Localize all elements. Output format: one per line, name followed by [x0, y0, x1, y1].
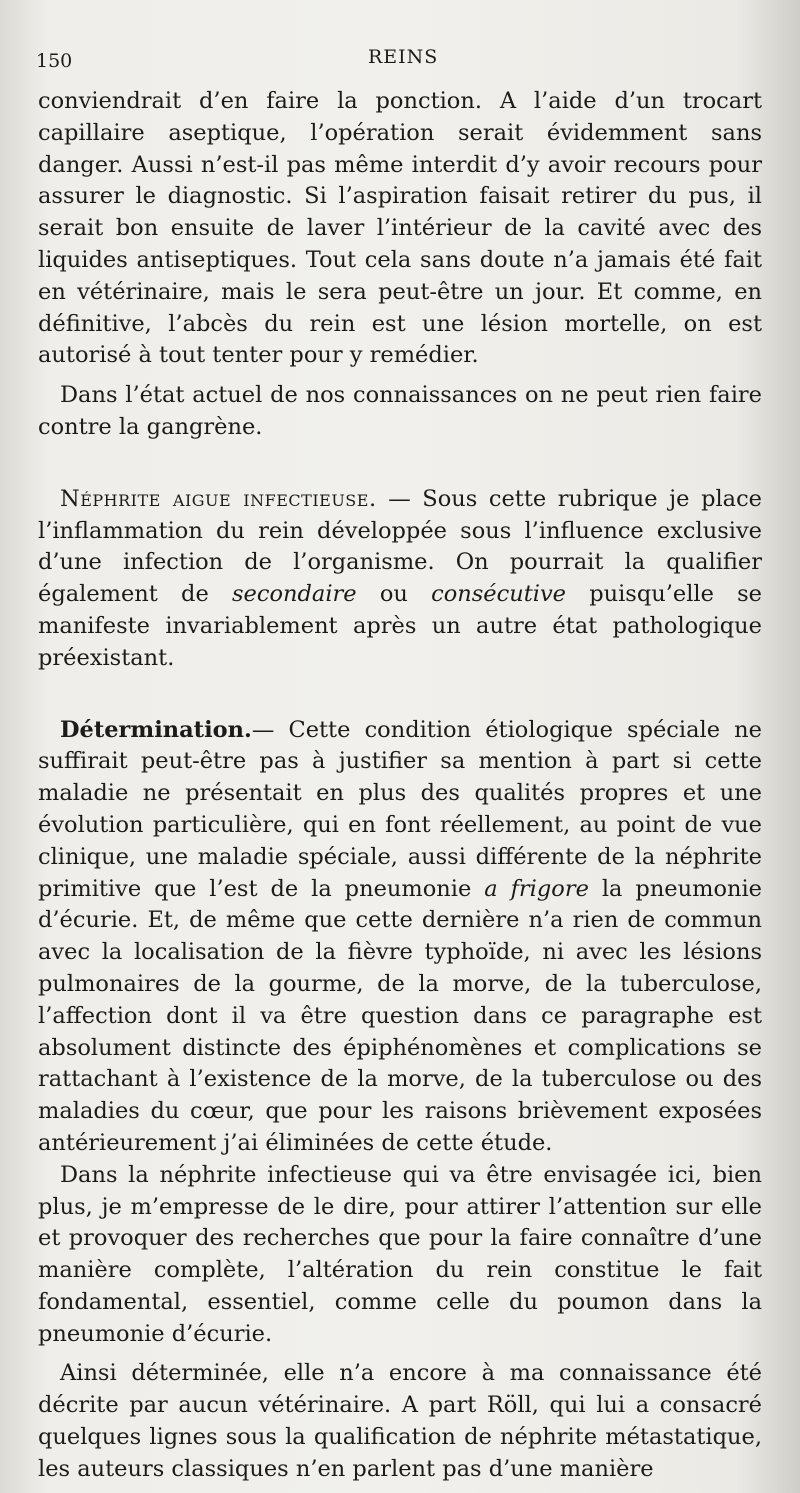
- paragraph-nephrite-envisagee: [38, 1160, 762, 1351]
- section-heading: Néphrite aigue infectieuse.: [60, 485, 377, 512]
- paragraph-text: — Cette condition étiologique spéciale ne suffirait peut-être pas à justifier sa mention à part si cette maladie ne présentait en plus des qualités propres et une évolution particulière, qui en font réellement, au point de vue clinique, une maladie spéciale, aussi différente de la néphrite primitive que l’est de la pneumonie: [38, 716, 762, 902]
- paragraph-ainsi-determinee: [38, 1358, 762, 1485]
- running-head: [36, 46, 762, 76]
- paragraph-text: Dans l’état actuel de nos connaissances on ne peut rien faire contre la gangrène.: [38, 382, 762, 440]
- paragraph-text: la pneumonie d’écurie. Et, de même que cette dernière n’a rien de commun avec la localisation de la fièvre typhoïde, ni avec les lésions pulmonaires de la gourme, de la morve, de la tuberculose, l’affection dont il va être question dans ce paragraphe est absolument distincte des épiphénomènes et complications se rattachant à l’existence de la morve, de la tuberculose ou des maladies du cœur, que pour les raisons brièvement exposées antérieurement j’ai éliminées de cette étude.: [38, 875, 762, 1156]
- paragraph-nephrite-infectieuse: [38, 484, 762, 675]
- paragraph-text: puisqu’elle se manifeste invariablement après un autre état pathologique préexistant.: [38, 581, 762, 671]
- paragraph-abscess-puncture: [38, 86, 762, 372]
- paragraph-determination: [38, 715, 762, 1160]
- body-text: [38, 86, 762, 1486]
- subsection-heading: Détermination.: [60, 716, 252, 743]
- running-title: REINS: [368, 46, 439, 68]
- emphasis-a-frigore: a frigore: [484, 875, 589, 902]
- emphasis-consecutive: consécutive: [431, 581, 566, 608]
- paragraph-gangrene: [38, 380, 762, 444]
- page-number: 150: [36, 50, 73, 72]
- paragraph-text: conviendrait d’en faire la ponction. A l’aide d’un trocart capillaire aseptique, l’opération serait évidemment sans danger. Aussi n’est-il pas même interdit d’y avoir recours pour assurer le diagnostic. Si l’aspiration faisait retirer du pus, il serait bon ensuite de laver l’intérieur de la cavité avec des liquides antiseptiques. Tout cela sans doute n’a jamais été fait en vétérinaire, mais le sera peut-être un jour. Et comme, en définitive, l’abcès du rein est une lésion mortelle, on est autorisé à tout tenter pour y remédier.: [38, 88, 762, 369]
- paragraph-text: ou: [356, 581, 432, 608]
- paragraph-text: — Sous cette rubrique je place l’inflammation du rein développée sous l’influence exclusive d’une infection de l’organisme. On pourrait la qualifier également de: [38, 485, 762, 608]
- paragraph-text: Dans la néphrite infectieuse qui va être envisagée ici, bien plus, je m’empresse de le dire, pour attirer l’attention sur elle et provoquer des recherches que pour la faire connaître d’une manière complète, l’altération du rein constitue le fait fondamental, essentiel, comme celle du poumon dans la pneumonie d’écurie.: [38, 1161, 762, 1347]
- emphasis-secondaire: secondaire: [232, 581, 357, 608]
- paragraph-text: Ainsi déterminée, elle n’a encore à ma connaissance été décrite par aucun vétérinaire. A part Röll, qui lui a consacré quelques lignes sous la qualification de néphrite métastatique, les auteurs classiques n’en parlent pas d’une manière: [38, 1360, 762, 1482]
